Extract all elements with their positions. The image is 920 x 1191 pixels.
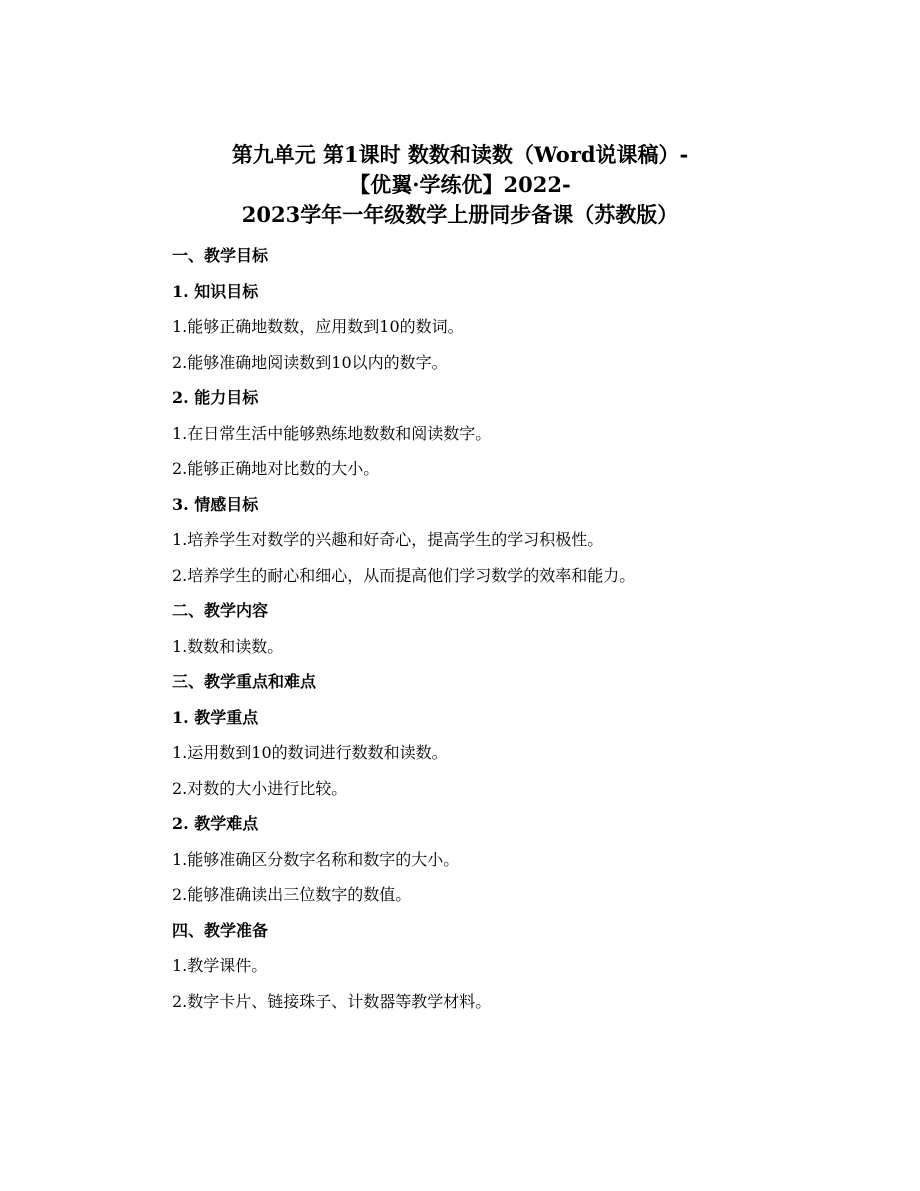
paragraph: 2.能够正确地对比数的大小。	[172, 459, 380, 478]
section-heading-key-points: 三、教学重点和难点	[172, 672, 317, 691]
paragraph: 2.培养学生的耐心和细心，从而提高他们学习数学的效率和能力。	[172, 565, 636, 585]
title-line-1: 第九单元 第1课时 数数和读数（Word说课稿）-	[231, 142, 689, 167]
section-heading-content: 二、教学内容	[172, 601, 269, 620]
paragraph: 2.能够准确读出三位数字的数值。	[172, 885, 412, 904]
paragraph: 1.培养学生对数学的兴趣和好奇心，提高学生的学习积极性。	[172, 530, 604, 549]
paragraph: 2.对数的大小进行比较。	[172, 778, 348, 798]
paragraph: 1.在日常生活中能够熟练地数数和阅读数字。	[172, 423, 492, 443]
paragraph: 1.运用数到10的数词进行数数和读数。	[172, 743, 448, 762]
paragraph: 1.数数和读数。	[172, 636, 284, 656]
subheading-emotional-goals: 3. 情感目标	[172, 494, 259, 514]
subheading-ability-goals: 2. 能力目标	[172, 388, 259, 407]
paragraph: 1.能够正确地数数，应用数到10的数词。	[172, 317, 464, 336]
subheading-key-points: 1. 教学重点	[172, 707, 259, 727]
subheading-difficulties: 2. 教学难点	[172, 814, 259, 833]
section-heading-objectives: 一、教学目标	[172, 246, 269, 265]
title-line-3: 2023学年一年级数学上册同步备课（苏教版）	[241, 202, 679, 227]
document-title	[0, 140, 920, 230]
document-body	[172, 241, 752, 1022]
section-heading-preparation: 四、教学准备	[172, 920, 269, 940]
paragraph: 1.教学课件。	[172, 956, 268, 975]
paragraph: 1.能够准确区分数字名称和数字的大小。	[172, 849, 460, 869]
paragraph: 2.数字卡片、链接珠子、计数器等教学材料。	[172, 991, 492, 1011]
paragraph: 2.能够准确地阅读数到10以内的数字。	[172, 352, 448, 372]
subheading-knowledge-goals: 1. 知识目标	[172, 281, 259, 301]
title-line-2: 【优翼·学练优】2022-	[349, 172, 571, 197]
